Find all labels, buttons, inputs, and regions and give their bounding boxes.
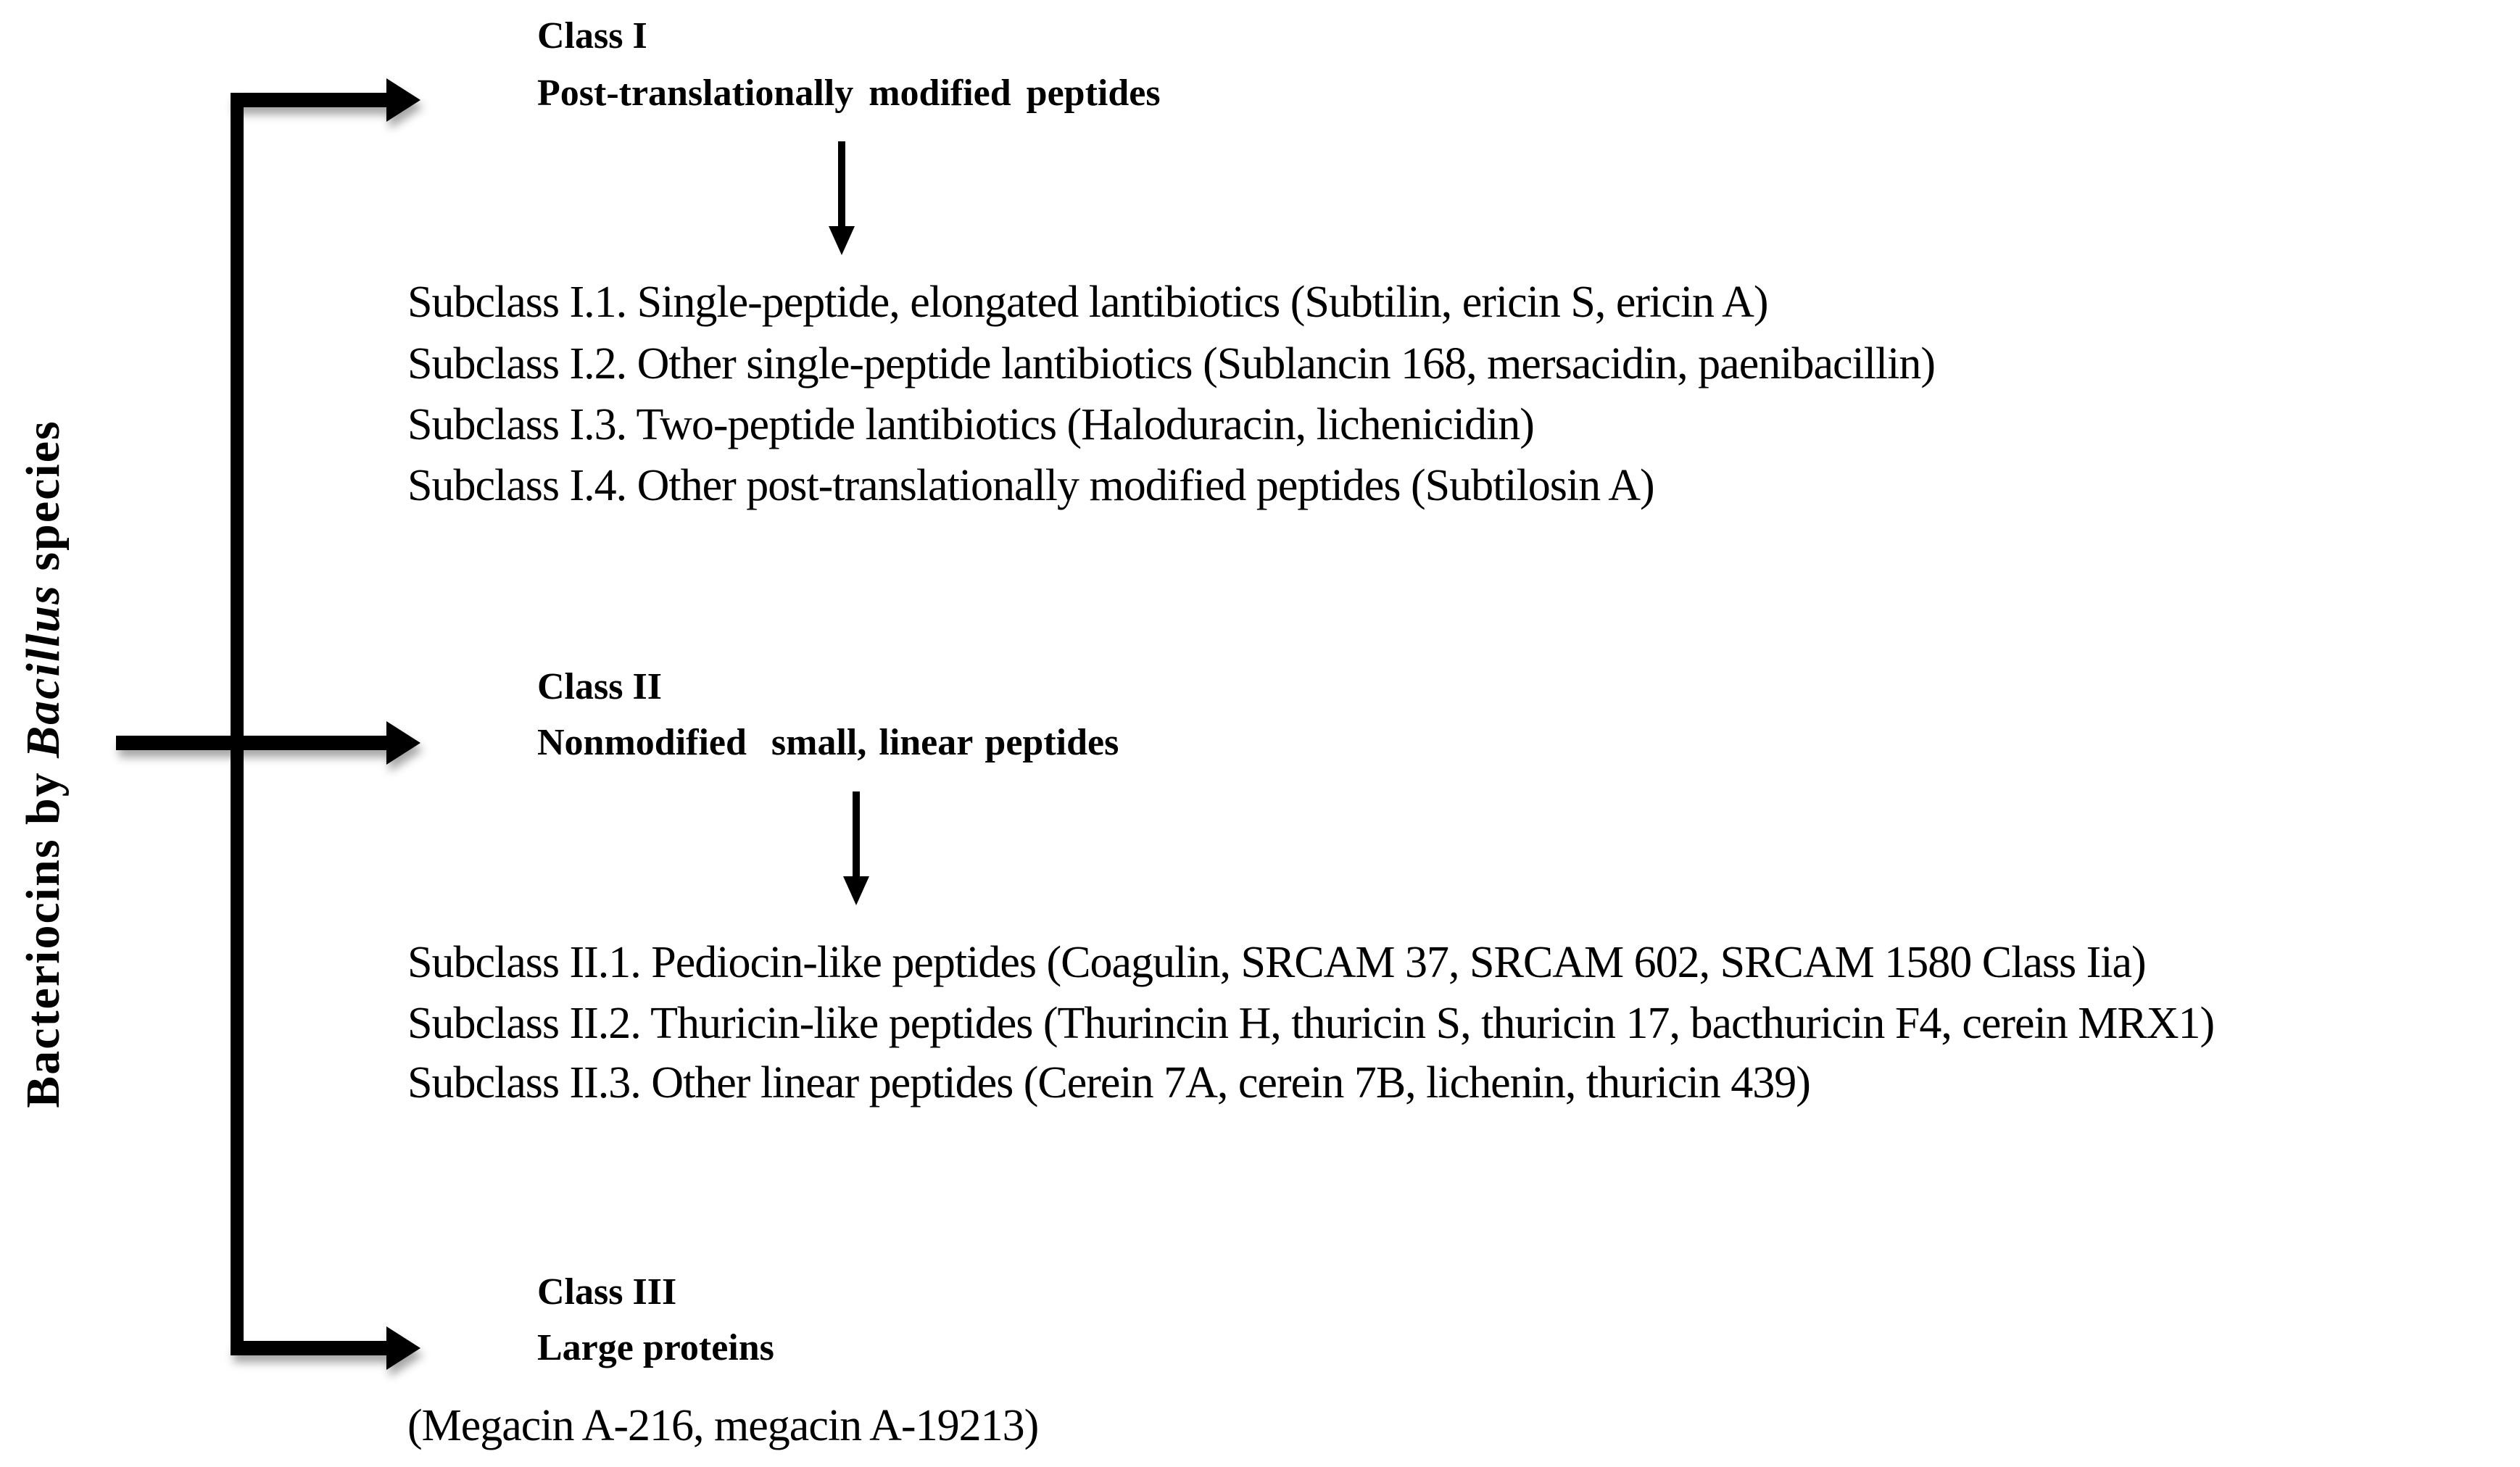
- class-1-description: Post-translationally modified peptides: [537, 72, 1161, 114]
- arrow-down-class-1-icon: [829, 141, 855, 255]
- root-label-genus: Bacillus: [17, 584, 70, 758]
- subclass-2-3: Subclass II.3. Other linear peptides (Cerein 7A, cerein 7B, lichenin, thuricin 439): [407, 1058, 1810, 1107]
- class-3-examples: (Megacin A-216, megacin A-19213): [407, 1401, 1039, 1450]
- root-label: [16, 420, 71, 1107]
- subclass-2-2: Subclass II.2. Thuricin-like peptides (Thurincin H, thuricin S, thuricin 17, bacthuricin F4, cerein MRX1): [407, 999, 2215, 1048]
- bracket-vertical-line: [231, 93, 244, 1355]
- subclass-1-2: Subclass I.2. Other single-peptide lantibiotics (Sublancin 168, mersacidin, paenibacillin): [407, 339, 1936, 388]
- class-1-title: Class I: [537, 15, 647, 57]
- subclass-2-1: Subclass II.1. Pediocin-like peptides (Coagulin, SRCAM 37, SRCAM 602, SRCAM 1580 Class Iia): [407, 938, 2146, 987]
- subclass-1-4: Subclass I.4. Other post-translationally modified peptides (Subtilosin A): [407, 461, 1654, 510]
- arrow-down-class-2-icon: [843, 791, 869, 905]
- arrow-right-class-1-icon: [231, 78, 420, 122]
- subclass-1-3: Subclass I.3. Two-peptide lantibiotics (Haloduracin, lichenicidin): [407, 400, 1534, 449]
- class-3-description: Large proteins: [537, 1327, 774, 1368]
- root-label-suffix: species: [17, 420, 70, 585]
- subclass-1-1: Subclass I.1. Single-peptide, elongated lantibiotics (Subtilin, ericin S, ericin A): [407, 278, 1768, 327]
- root-label-prefix: Bacteriocins by: [17, 757, 70, 1108]
- class-2-description: Nonmodified small, linear peptides: [537, 722, 1119, 763]
- class-3-title: Class III: [537, 1271, 677, 1313]
- class-2-title: Class II: [537, 666, 662, 707]
- arrow-right-class-2-icon: [116, 721, 420, 765]
- arrow-right-class-3-icon: [231, 1326, 420, 1370]
